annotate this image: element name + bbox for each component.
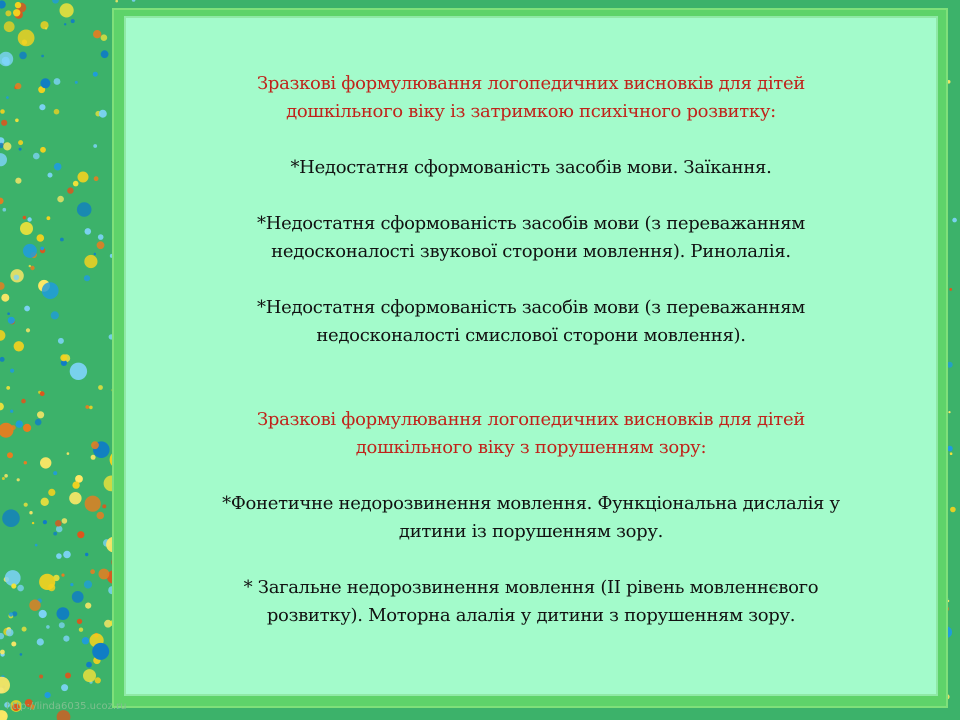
confetti-dot bbox=[84, 275, 90, 281]
section1-item2-line1: *Недостатня сформованість засобів мови (з переважанням bbox=[257, 213, 805, 234]
confetti-dot bbox=[950, 452, 953, 455]
confetti-dot bbox=[59, 622, 65, 628]
confetti-dot bbox=[70, 583, 73, 586]
confetti-dot bbox=[41, 498, 49, 506]
confetti-dot bbox=[84, 255, 97, 268]
section1-heading-line1: Зразкові формулювання логопедичних висновків для дітей bbox=[257, 73, 805, 94]
confetti-dot bbox=[16, 420, 23, 427]
confetti-dot bbox=[40, 391, 45, 396]
confetti-dot bbox=[1, 294, 9, 302]
confetti-dot bbox=[43, 520, 47, 524]
confetti-dot bbox=[2, 509, 20, 527]
confetti-dot bbox=[61, 574, 64, 577]
section2-item2-line2: розвитку). Моторна алалія у дитини з порушенням зору. bbox=[266, 605, 796, 626]
confetti-dot bbox=[19, 52, 27, 60]
confetti-dot bbox=[948, 411, 950, 413]
confetti-dot bbox=[0, 403, 4, 411]
confetti-dot bbox=[0, 0, 6, 8]
confetti-dot bbox=[4, 474, 8, 478]
slide-content bbox=[124, 70, 938, 630]
confetti-dot bbox=[45, 692, 51, 698]
confetti-dot bbox=[93, 144, 97, 148]
confetti-dot bbox=[6, 386, 10, 390]
confetti-dot bbox=[37, 234, 45, 242]
confetti-dot bbox=[94, 253, 96, 255]
confetti-dot bbox=[51, 311, 59, 319]
confetti-dot bbox=[63, 636, 69, 642]
confetti-dot bbox=[60, 238, 64, 242]
section1-heading-line2: дошкільного віку із затримкою психічного розвитку: bbox=[286, 101, 776, 122]
confetti-dot bbox=[75, 81, 78, 84]
confetti-dot bbox=[73, 181, 79, 187]
confetti-dot bbox=[18, 140, 23, 145]
confetti-dot bbox=[72, 591, 84, 603]
confetti-dot bbox=[91, 455, 96, 460]
confetti-dot bbox=[92, 643, 109, 660]
confetti-dot bbox=[60, 354, 67, 361]
confetti-dot bbox=[949, 288, 952, 291]
confetti-dot bbox=[54, 163, 62, 171]
confetti-dot bbox=[46, 625, 50, 629]
confetti-dot bbox=[22, 627, 27, 632]
confetti-dot bbox=[47, 216, 51, 220]
section1-item3-line1: *Недостатня сформованість засобів мови (з переважанням bbox=[257, 297, 805, 318]
confetti-dot bbox=[84, 580, 92, 588]
confetti-dot bbox=[37, 638, 44, 645]
confetti-dot bbox=[9, 612, 13, 616]
confetti-dot bbox=[69, 492, 81, 504]
confetti-dot bbox=[0, 357, 5, 362]
confetti-dot bbox=[90, 569, 95, 574]
confetti-dot bbox=[42, 282, 59, 299]
confetti-dot bbox=[77, 531, 84, 538]
confetti-dot bbox=[29, 600, 40, 611]
confetti-dot bbox=[40, 457, 51, 468]
confetti-dot bbox=[37, 411, 44, 418]
confetti-dot bbox=[98, 234, 104, 240]
confetti-dot bbox=[40, 21, 48, 29]
confetti-dot bbox=[23, 216, 27, 220]
confetti-dot bbox=[54, 109, 60, 115]
confetti-dot bbox=[60, 3, 74, 17]
confetti-dot bbox=[57, 196, 64, 203]
confetti-dot bbox=[952, 218, 957, 223]
confetti-dot bbox=[53, 471, 57, 475]
confetti-dot bbox=[15, 178, 21, 184]
confetti-dot bbox=[62, 518, 68, 524]
confetti-dot bbox=[39, 675, 43, 679]
confetti-dot bbox=[7, 312, 10, 315]
confetti-dot bbox=[39, 574, 55, 590]
confetti-dot bbox=[40, 247, 44, 251]
confetti-dot bbox=[30, 266, 34, 270]
section2-item1-line1: *Фонетичне недорозвинення мовлення. Функціональна дислалія у bbox=[222, 493, 840, 514]
confetti-dot bbox=[41, 55, 44, 58]
confetti-dot bbox=[85, 553, 88, 556]
confetti-dot bbox=[58, 338, 64, 344]
confetti-dot bbox=[83, 669, 96, 682]
confetti-dot bbox=[67, 452, 70, 455]
confetti-dot bbox=[93, 30, 101, 38]
confetti-dot bbox=[48, 489, 55, 496]
section2-item1-line2: дитини із порушенням зору. bbox=[398, 521, 664, 542]
section1-item2-line2: недосконалості звукової сторони мовлення). Ринолалія. bbox=[271, 241, 791, 262]
confetti-dot bbox=[11, 642, 16, 647]
confetti-dot bbox=[950, 507, 956, 513]
confetti-dot bbox=[95, 677, 101, 683]
confetti-dot bbox=[45, 27, 47, 29]
confetti-dot bbox=[8, 317, 15, 324]
confetti-dot bbox=[24, 503, 28, 507]
confetti-dot bbox=[101, 34, 108, 41]
confetti-dot bbox=[15, 119, 19, 123]
confetti-dot bbox=[20, 222, 33, 235]
confetti-dot bbox=[0, 650, 5, 655]
confetti-dot bbox=[97, 512, 105, 520]
confetti-dot bbox=[10, 410, 13, 413]
confetti-dot bbox=[26, 328, 30, 332]
confetti-dot bbox=[0, 153, 7, 166]
confetti-dot bbox=[11, 583, 16, 588]
confetti-dot bbox=[0, 633, 4, 639]
confetti-dot bbox=[67, 187, 73, 193]
confetti-dot bbox=[0, 330, 5, 341]
confetti-dot bbox=[71, 19, 75, 23]
confetti-dot bbox=[1, 120, 7, 126]
watermark-url: http://linda6035.ucoz.ru bbox=[6, 701, 127, 712]
confetti-dot bbox=[7, 452, 13, 458]
confetti-dot bbox=[29, 511, 32, 514]
confetti-dot bbox=[77, 619, 82, 624]
confetti-dot bbox=[5, 570, 21, 586]
confetti-dot bbox=[6, 629, 14, 637]
confetti-dot bbox=[35, 544, 38, 547]
confetti-dot bbox=[39, 610, 47, 618]
confetti-dot bbox=[85, 405, 89, 409]
confetti-dot bbox=[52, 0, 59, 4]
confetti-dot bbox=[18, 30, 35, 47]
confetti-dot bbox=[21, 399, 26, 404]
confetti-dot bbox=[70, 363, 87, 380]
confetti-dot bbox=[85, 228, 92, 235]
confetti-dot bbox=[40, 147, 46, 153]
confetti-dot bbox=[56, 526, 63, 533]
confetti-dot bbox=[5, 10, 11, 16]
confetti-dot bbox=[19, 148, 22, 151]
confetti-dot bbox=[0, 282, 5, 290]
confetti-dot bbox=[99, 569, 110, 580]
confetti-dot bbox=[14, 275, 20, 281]
confetti-dot bbox=[20, 653, 23, 656]
confetti-dot bbox=[29, 265, 31, 267]
confetti-dot bbox=[86, 662, 92, 668]
confetti-dot bbox=[39, 104, 45, 110]
confetti-dot bbox=[78, 172, 89, 183]
confetti-dot bbox=[13, 9, 20, 16]
confetti-dot bbox=[3, 208, 7, 212]
confetti-dot bbox=[79, 628, 83, 632]
confetti-dot bbox=[23, 244, 37, 258]
confetti-dot bbox=[82, 637, 89, 644]
confetti-dot bbox=[4, 21, 15, 32]
confetti-dot bbox=[24, 461, 27, 464]
confetti-dot bbox=[65, 673, 71, 679]
confetti-dot bbox=[77, 202, 92, 217]
confetti-dot bbox=[2, 57, 10, 65]
confetti-dot bbox=[3, 142, 11, 150]
confetti-dot bbox=[91, 441, 99, 449]
confetti-dot bbox=[17, 478, 20, 481]
confetti-dot bbox=[56, 553, 62, 559]
confetti-dot bbox=[55, 520, 62, 527]
confetti-dot bbox=[0, 677, 10, 694]
confetti-dot bbox=[132, 0, 136, 2]
confetti-dot bbox=[0, 198, 4, 205]
confetti-dot bbox=[85, 496, 101, 512]
confetti-dot bbox=[17, 585, 24, 592]
confetti-dot bbox=[35, 419, 42, 426]
section2-heading-line2: дошкільного віку з порушенням зору: bbox=[355, 437, 707, 458]
confetti-dot bbox=[97, 241, 105, 249]
confetti-dot bbox=[53, 532, 57, 536]
confetti-dot bbox=[33, 153, 40, 160]
confetti-dot bbox=[48, 173, 53, 178]
confetti-dot bbox=[63, 551, 71, 559]
section1-item1: *Недостатня сформованість засобів мови. Заїкання. bbox=[290, 157, 772, 178]
confetti-dot bbox=[101, 50, 109, 58]
confetti-dot bbox=[93, 72, 98, 77]
confetti-dot bbox=[64, 23, 66, 25]
confetti-dot bbox=[14, 341, 24, 351]
confetti-dot bbox=[11, 425, 16, 430]
confetti-dot bbox=[102, 504, 106, 508]
confetti-dot bbox=[94, 176, 99, 181]
confetti-dot bbox=[85, 603, 91, 609]
confetti-dot bbox=[89, 406, 93, 410]
confetti-dot bbox=[23, 424, 31, 432]
section1-item3-line2: недосконалості смислової сторони мовлення). bbox=[316, 325, 746, 346]
confetti-dot bbox=[27, 217, 31, 221]
confetti-dot bbox=[72, 481, 79, 488]
section2-heading-line1: Зразкові формулювання логопедичних висновків для дітей bbox=[257, 409, 805, 430]
confetti-dot bbox=[40, 78, 50, 88]
confetti-dot bbox=[99, 110, 107, 118]
confetti-dot bbox=[57, 607, 70, 620]
confetti-dot bbox=[54, 78, 61, 85]
section2-item2-line1: * Загальне недорозвинення мовлення (ІІ рівень мовленнєвого bbox=[243, 577, 819, 598]
confetti-dot bbox=[10, 369, 14, 373]
confetti-dot bbox=[0, 423, 14, 438]
confetti-dot bbox=[2, 477, 5, 480]
confetti-dot bbox=[0, 109, 5, 114]
confetti-dot bbox=[15, 2, 21, 8]
confetti-dot bbox=[98, 385, 103, 390]
confetti-dot bbox=[32, 522, 34, 524]
confetti-dot bbox=[115, 0, 118, 2]
confetti-dot bbox=[24, 306, 30, 312]
confetti-dot bbox=[61, 684, 68, 691]
confetti-dot bbox=[15, 83, 21, 89]
confetti-dot bbox=[6, 96, 9, 99]
